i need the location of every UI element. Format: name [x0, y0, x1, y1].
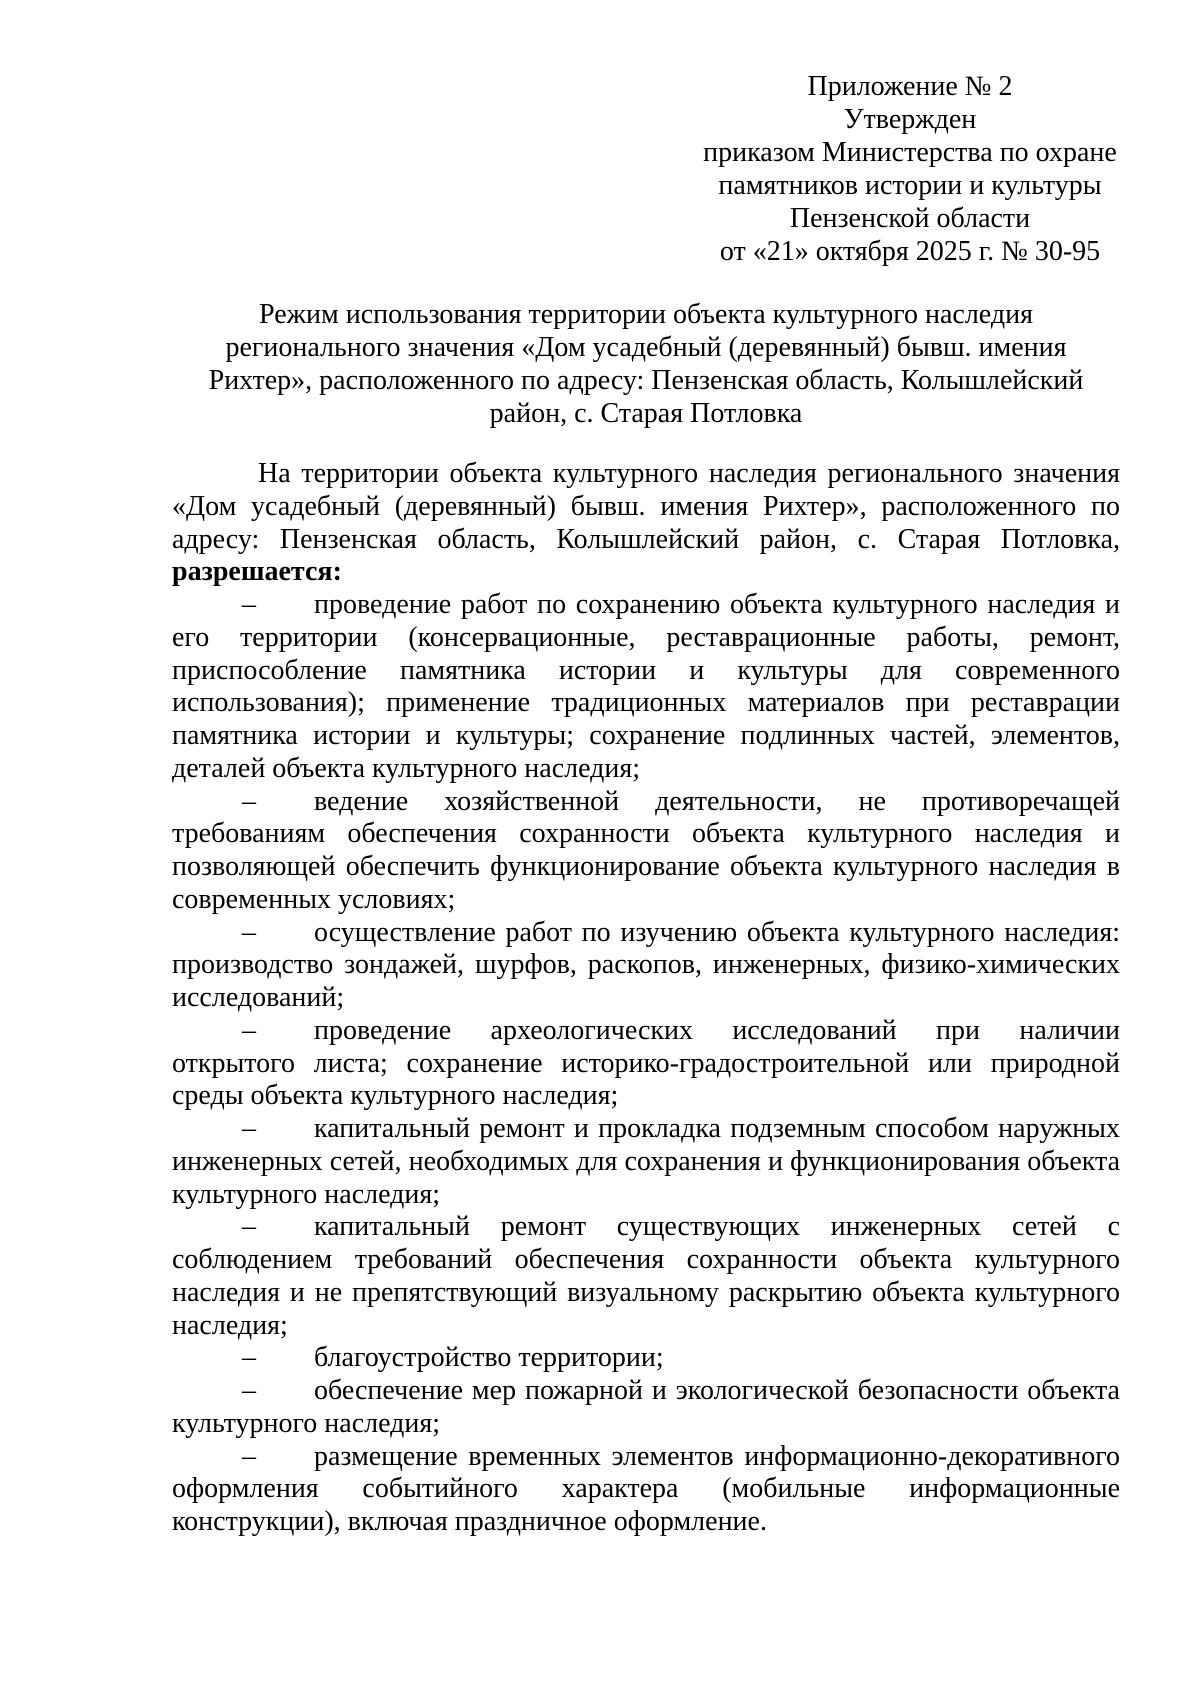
list-item [172, 1211, 1120, 1342]
approval-stamp-block [680, 70, 1140, 268]
permitted-heading: разрешается: [172, 556, 342, 588]
dash-marker: – [242, 1342, 256, 1374]
list-item [172, 1015, 1120, 1113]
list-item-text: проведение археологических исследований при наличии открытого листа; сохранение историко-градостроительной или природной среды объекта культурного наследия; [172, 1014, 1120, 1112]
list-item-text: капитальный ремонт существующих инженерных сетей с соблюдением требований обеспечения сохранности объекта культурного наследия и не препятствующий визуальному раскрытию объекта культурного наследия; [172, 1211, 1120, 1341]
title-line: район, с. Старая Потловка [489, 398, 803, 429]
list-item-text: проведение работ по сохранению объекта культурного наследия и его территории (консервационные, реставрационные работы, ремонт, приспособление памятника истории и культуры для современного использования); применение традиционных материалов при реставрации памятника истории и культуры; сохранение подлинных частей, элементов, деталей объекта культурного наследия; [172, 589, 1120, 784]
list-item-text: размещение временных элементов информационно-декоративного оформления событийного характера (мобильные информационные конструкции), включая праздничное оформление. [172, 1440, 1120, 1537]
dash-marker: – [242, 1113, 256, 1144]
list-item-text: благоустройство территории; [314, 1342, 664, 1374]
approved-by-order-line: приказом Министерства по охране [703, 137, 1117, 168]
dash-marker: – [242, 1440, 256, 1472]
dash-marker: – [242, 1211, 256, 1243]
permitted-activities-list [172, 589, 1120, 1539]
list-item [172, 786, 1120, 917]
dash-marker: – [242, 589, 256, 620]
approved-by-ministry-line: памятников истории и культуры [718, 170, 1102, 201]
dash-marker: – [242, 1014, 256, 1046]
intro-text: На территории объекта культурного наследия регионального значения «Дом усадебный (деревянный) бывш. имения Рихтер», расположенного по адресу: Пензенская область, Колышлейский район, с. Старая Потловка, [172, 458, 1120, 555]
approved-by-region-line: Пензенской области [789, 203, 1031, 234]
title-line: Режим использования территории объекта культурного наследия [259, 299, 1033, 330]
title-line: Рихтер», расположенного по адресу: Пензенская область, Колышлейский [208, 365, 1084, 396]
dash-marker: – [242, 916, 256, 948]
list-item-text: обеспечение мер пожарной и экологической безопасности объекта культурного наследия; [172, 1375, 1120, 1439]
list-item [172, 589, 1120, 786]
intro-paragraph [172, 458, 1120, 589]
appendix-number: Приложение № 2 [807, 71, 1013, 102]
document-title [172, 298, 1120, 430]
document-body [172, 458, 1120, 1539]
dash-marker: – [242, 785, 256, 817]
list-item-text: капитальный ремонт и прокладка подземным способом наружных инженерных сетей, необходимых для сохранения и функционирования объекта культурного наследия; [172, 1113, 1120, 1210]
list-item [172, 1375, 1120, 1441]
list-item-text: осуществление работ по изучению объекта культурного наследия: производство зондажей, шурфов, раскопов, инженерных, физико-химических исследований; [172, 916, 1120, 1013]
order-date-number: от «21» октября 2025 г. № 30-95 [719, 236, 1101, 267]
list-item [172, 1113, 1120, 1211]
title-line: регионального значения «Дом усадебный (деревянный) бывш. имения [225, 332, 1067, 363]
list-item-text: ведение хозяйственной деятельности, не противоречащей требованиям обеспечения сохранности объекта культурного наследия и позволяющей обеспечить функционирование объекта культурного наследия в современных условиях; [172, 785, 1120, 915]
list-item [172, 1441, 1120, 1539]
list-item [172, 917, 1120, 1015]
approved-label: Утвержден [843, 104, 977, 135]
dash-marker: – [242, 1375, 256, 1406]
list-item [172, 1342, 1120, 1375]
